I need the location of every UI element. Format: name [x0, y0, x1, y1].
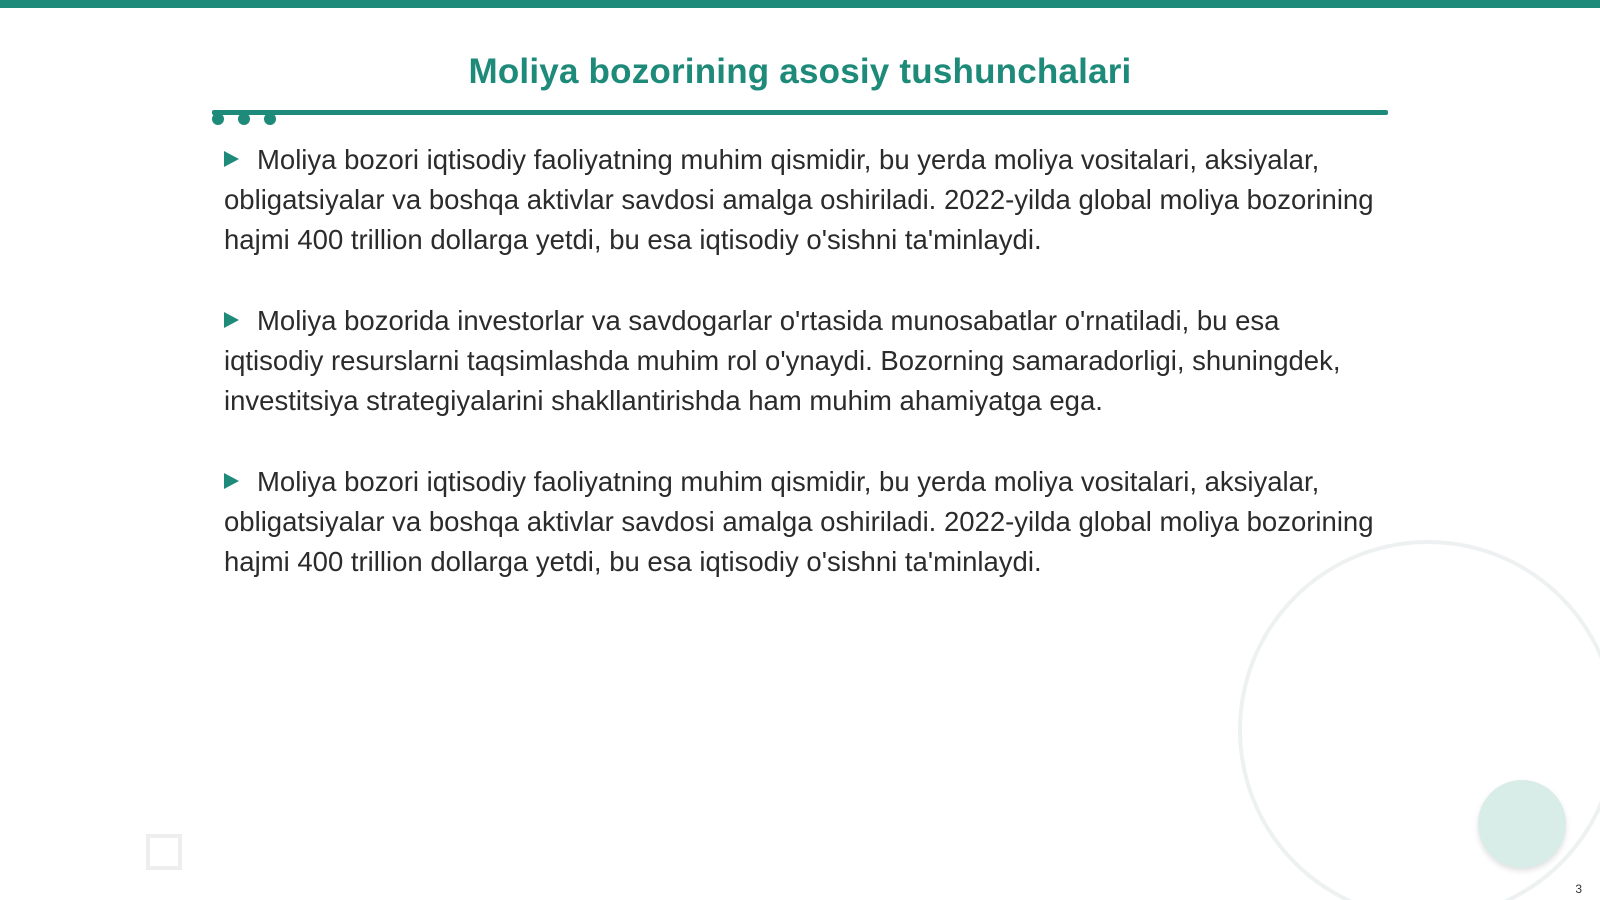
slide-number: 3: [1575, 882, 1582, 896]
slide-title: Moliya bozorining asosiy tushunchalari: [468, 52, 1132, 91]
underline-dot: [212, 113, 224, 125]
bullet-text: Moliya bozori iqtisodiy faoliyatning muhim qismidir, bu yerda moliya vositalari, aksiyalar, obligatsiyalar va boshqa aktivlar savdosi amalga oshiriladi. 2022-yilda global moliya bozorining hajmi 400 trillion dollarga yetdi, bu esa iqtisodiy o'sishni ta'minlaydi.: [224, 144, 1374, 255]
bullet-item: [224, 140, 1384, 260]
bullet-text: Moliya bozori iqtisodiy faoliyatning muhim qismidir, bu yerda moliya vositalari, aksiyalar, obligatsiyalar va boshqa aktivlar savdosi amalga oshiriladi. 2022-yilda global moliya bozorining hajmi 400 trillion dollarga yetdi, bu esa iqtisodiy o'sishni ta'minlaydi.: [224, 466, 1374, 577]
decorative-circle: [1478, 780, 1566, 868]
bullet-item: [224, 462, 1384, 582]
decorative-square: [146, 834, 182, 870]
underline-dot: [264, 113, 276, 125]
title-underline: [212, 110, 1388, 115]
triangle-right-icon: [224, 151, 239, 167]
triangle-right-icon: [224, 473, 239, 489]
underline-dot: [238, 113, 250, 125]
bullet-item: [224, 301, 1384, 421]
bullet-list: [224, 140, 1384, 623]
top-accent-bar: [0, 0, 1600, 8]
triangle-right-icon: [224, 312, 239, 328]
bullet-text: Moliya bozorida investorlar va savdogarlar o'rtasida munosabatlar o'rnatiladi, bu esa iqtisodiy resurslarni taqsimlashda muhim rol o'ynaydi. Bozorning samaradorligi, shuningdek, investitsiya strategiyalarini shakllantirishda ham muhim ahamiyatga ega.: [224, 305, 1341, 416]
